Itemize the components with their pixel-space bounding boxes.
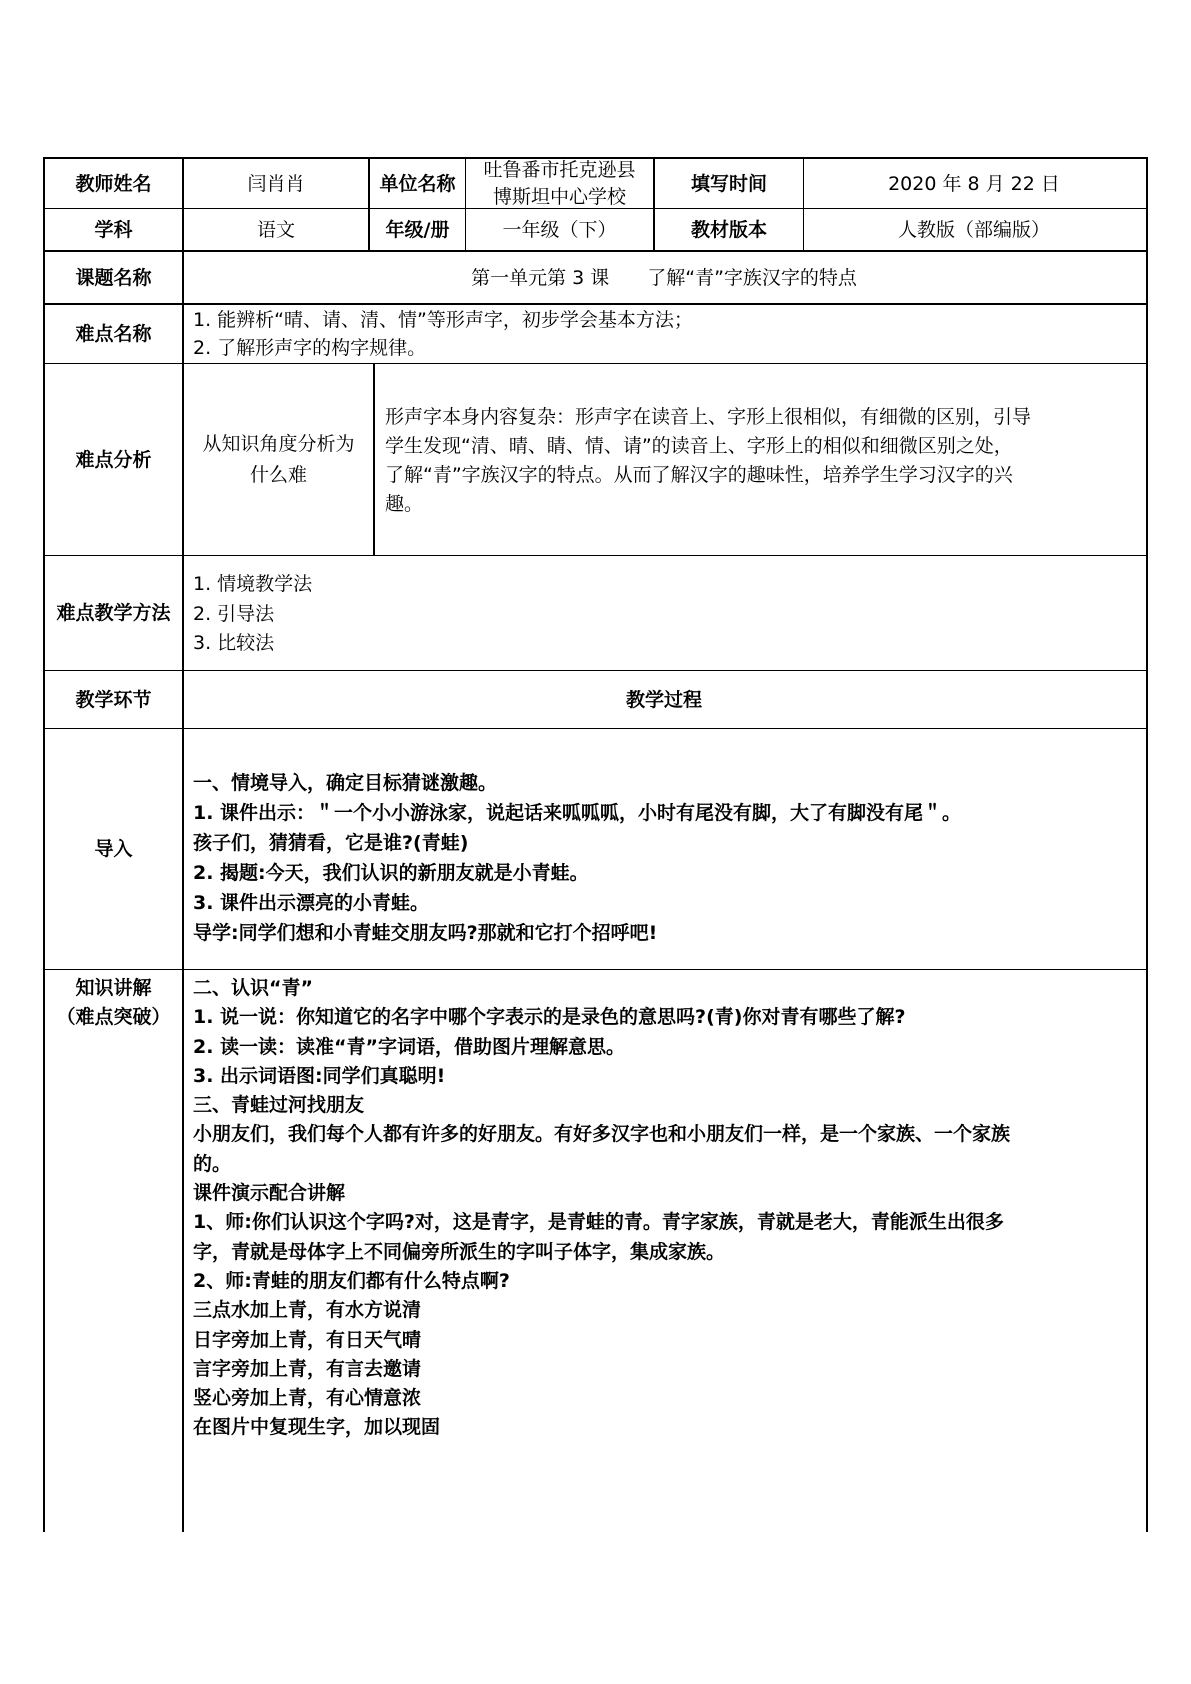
lesson-plan-table: [43, 157, 1148, 1532]
knowledge-label-line: 知识讲解: [75, 977, 152, 999]
knowledge-line: 3. 出示词语图:同学们真聪明!: [193, 1064, 446, 1087]
knowledge-line: 1. 说一说：你知道它的名字中哪个字表示的是录色的意思吗?(青)你对青有哪些了解?: [193, 1006, 906, 1029]
intro-line: 3. 课件出示漂亮的小青蛙。: [193, 892, 430, 914]
unit-name-value: [466, 159, 653, 208]
edition-value: 人教版（部编版）: [897, 218, 1050, 241]
analysis-line: 学生发现“清、晴、睛、情、请”的读音上、字形上的相似和细微区别之处，: [385, 435, 1013, 457]
grade-label: 年级/册: [385, 218, 450, 241]
subject-label: 学科: [94, 218, 133, 241]
topic-label: 课题名称: [75, 266, 152, 289]
difficulty-line: 1. 能辨析“晴、请、清、情”等形声字，初步学会基本方法；: [193, 309, 693, 331]
intro-line: 1. 课件出示：＂一个小小游泳家，说起话来呱呱呱，小时有尾没有脚，大了有脚没有尾＂。: [193, 802, 962, 824]
methods-text: [193, 570, 312, 659]
methods-line: 2. 引导法: [193, 602, 275, 625]
knowledge-line: 三点水加上青，有水方说清: [193, 1299, 422, 1322]
knowledge-line: 言字旁加上青，有言去邀请: [193, 1357, 422, 1380]
analysis-sub-label-line: 从知识角度分析为: [202, 432, 355, 455]
knowledge-text: [193, 974, 1010, 1443]
analysis-sub-label-line: 什么难: [249, 463, 307, 486]
row-divider: [45, 303, 1146, 305]
teacher-name-label: 教师姓名: [75, 172, 152, 195]
knowledge-line: 在图片中复现生字，加以现固: [193, 1416, 441, 1439]
teacher-name-value: 闫肖肖: [247, 172, 305, 195]
unit-name-label: 单位名称: [379, 172, 456, 195]
knowledge-line: 2. 读一读：读准“青”字词语，借助图片理解意思。: [193, 1035, 626, 1058]
intro-line: 孩子们，猜猜看，它是谁?(青蛙): [193, 832, 469, 854]
knowledge-line: 2、师:青蛙的朋友们都有什么特点啊?: [193, 1269, 510, 1292]
knowledge-line: 日字旁加上青，有日天气晴: [193, 1328, 422, 1351]
intro-line: 导学:同学们想和小青蛙交朋友吗?那就和它打个招呼吧!: [193, 922, 658, 944]
knowledge-label: [45, 974, 182, 1032]
analysis-label: 难点分析: [75, 448, 152, 471]
knowledge-line: 1、师:你们认识这个字吗?对，这是青字，是青蛙的青。青字家族，青就是老大，青能派生出很多: [193, 1211, 1004, 1234]
edition-label: 教材版本: [690, 218, 767, 241]
methods-label: 难点教学方法: [56, 602, 171, 624]
analysis-line: 了解“青”字族汉字的特点。从而了解汉字的趣味性，培养学生学习汉字的兴: [385, 464, 1013, 486]
methods-line: 1. 情境教学法: [193, 573, 313, 595]
fill-date-label: 填写时间: [690, 172, 767, 195]
difficulty-text: [193, 306, 693, 362]
row-divider: [45, 728, 1146, 729]
process-stage-label: 教学环节: [75, 688, 152, 711]
intro-label: 导入: [94, 838, 133, 860]
analysis-line: 趣。: [385, 493, 424, 515]
methods-line: 3. 比较法: [193, 632, 275, 654]
column-divider: [373, 363, 375, 555]
topic-value: 第一单元第 3 课 了解“青”字族汉字的特点: [471, 266, 857, 289]
knowledge-line: 的。: [193, 1152, 232, 1175]
grade-value: 一年级（下）: [502, 218, 617, 241]
intro-line: 2. 揭题:今天，我们认识的新朋友就是小青蛙。: [193, 862, 589, 884]
analysis-sub-label: [184, 364, 373, 555]
process-title: 教学过程: [625, 688, 702, 711]
knowledge-line: 课件演示配合讲解: [193, 1182, 346, 1205]
intro-line: 一、情境导入，确定目标猜谜激趣。: [193, 772, 498, 794]
subject-value: 语文: [256, 218, 295, 241]
difficulty-label: 难点名称: [75, 323, 152, 345]
analysis-text: [385, 403, 1031, 519]
unit-name-line: 吐鲁番市托克逊县: [483, 158, 636, 181]
knowledge-line: 小朋友们，我们每个人都有许多的好朋友。有好多汉字也和小朋友们一样，是一个家族、一个家族: [193, 1123, 1011, 1146]
knowledge-line: 三、青蛙过河找朋友: [193, 1094, 365, 1117]
row-divider: [45, 555, 1146, 556]
difficulty-line: 2. 了解形声字的构字规律。: [193, 337, 427, 359]
knowledge-label-line: （难点突破）: [56, 1006, 171, 1028]
intro-text: [193, 768, 961, 948]
row-divider: [45, 969, 1146, 970]
knowledge-line: 字，青就是母体字上不同偏旁所派生的字叫子体字，集成家族。: [193, 1240, 726, 1263]
knowledge-line: 二、认识“青”: [193, 977, 313, 999]
fill-date-value: 2020 年 8 月 22 日: [888, 172, 1060, 195]
knowledge-line: 竖心旁加上青，有心情意浓: [193, 1387, 422, 1410]
unit-name-line: 博斯坦中心学校: [492, 185, 626, 208]
analysis-line: 形声字本身内容复杂：形声字在读音上、字形上很相似，有细微的区别，引导: [385, 406, 1032, 428]
